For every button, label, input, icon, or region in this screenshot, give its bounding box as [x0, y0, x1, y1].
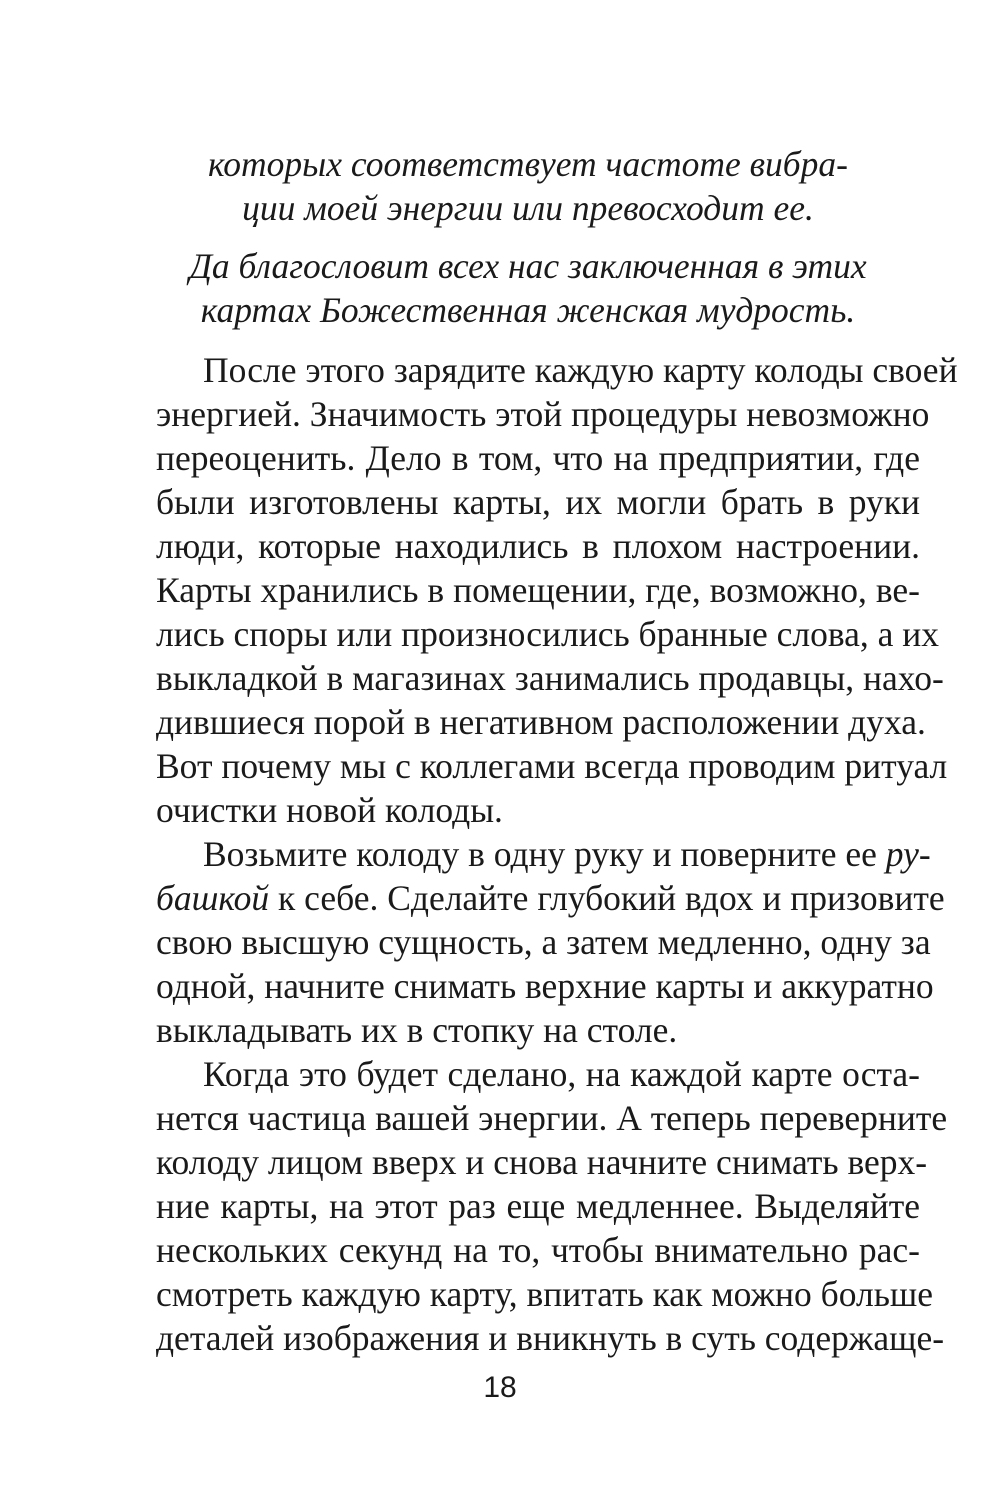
body-text-line: выкладкой в магазинах занимались продавцы, нахо-	[156, 658, 944, 698]
body-text-line: дившиеся порой в негативном расположении духа.	[156, 702, 926, 742]
body-text-line: После этого зарядите каждую карту колоды своей	[203, 350, 958, 390]
emphasized-text: башкой	[156, 878, 270, 918]
body-text-line: колоду лицом вверх и снова начните снимать верх-	[156, 1142, 928, 1182]
prayer-line: Да благословит всех нас заключенная в этих	[189, 246, 867, 286]
emphasized-text: ру-	[885, 834, 931, 874]
body-text-line: Вот почему мы с коллегами всегда проводим ритуал	[156, 746, 948, 786]
body-text-line: были изготовлены карты, их могли брать в руки	[156, 482, 920, 522]
prayer-line: картах Божественная женская мудрость.	[200, 290, 856, 330]
body-text-line: переоценить. Дело в том, что на предприятии, где	[156, 438, 920, 478]
body-text-run: Возьмите колоду в одну руку и поверните ее	[203, 834, 886, 874]
page-number: 18	[483, 1371, 517, 1404]
body-text-line: энергией. Значимость этой процедуры невозможно	[156, 394, 930, 434]
body-text-line: смотреть каждую карту, впитать как можно больше	[156, 1274, 934, 1314]
body-text-line: очистки новой колоды.	[156, 790, 503, 830]
body-text-line: нескольких секунд на то, чтобы внимательно рас-	[156, 1230, 920, 1270]
body-text-line: свою высшую сущность, а затем медленно, одну за	[156, 922, 931, 962]
body-text-line: Когда это будет сделано, на каждой карте оста-	[203, 1054, 920, 1094]
body-text-line	[156, 876, 945, 920]
body-text-line: нется частица вашей энергии. А теперь переверните	[156, 1098, 948, 1138]
body-text-line: одной, начните снимать верхние карты и аккуратно	[156, 966, 934, 1006]
body-text-line: ние карты, на этот раз еще медленнее. Выделяйте	[156, 1186, 920, 1226]
body-text-line: Карты хранились в помещении, где, возможно, ве-	[156, 570, 920, 610]
prayer-line: ции моей энергии или превосходит ее.	[242, 188, 814, 228]
body-text-line	[203, 832, 931, 876]
body-text-line: лись споры или произносились бранные слова, а их	[156, 614, 939, 654]
body-text-line: выкладывать их в стопку на столе.	[156, 1010, 678, 1050]
prayer-line: которых соответствует частоте вибра-	[208, 144, 848, 184]
body-text-line: деталей изображения и вникнуть в суть содержаще-	[156, 1318, 945, 1358]
body-text-run: к себе. Сделайте глубокий вдох и призовите	[269, 878, 945, 918]
body-text-line: люди, которые находились в плохом настроении.	[156, 526, 920, 566]
